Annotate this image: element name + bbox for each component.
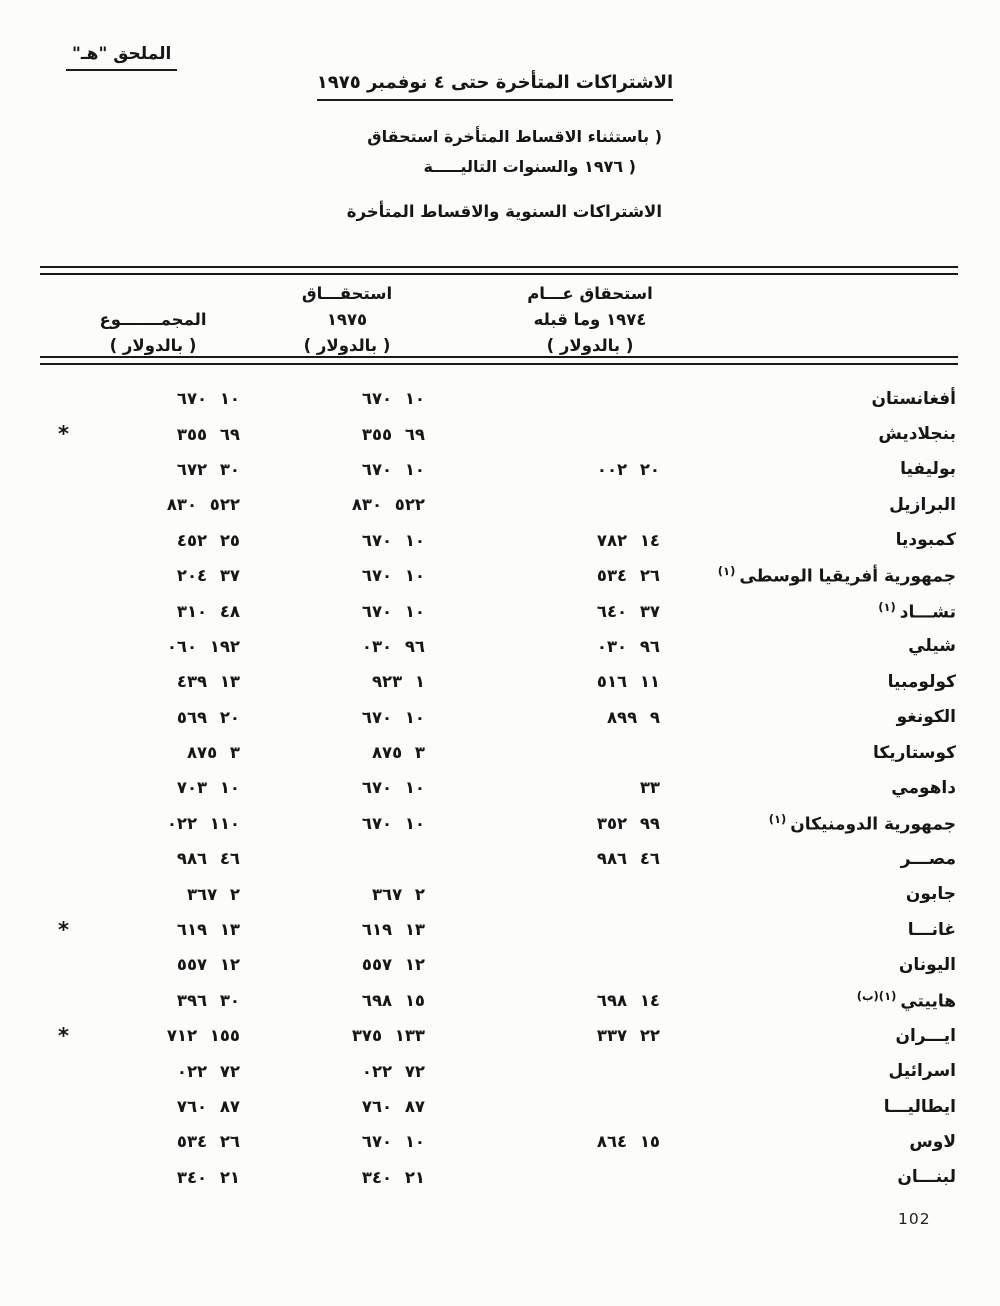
cell-total: ٣٧ ٢٠٤ [176, 566, 240, 586]
country-name: كولومبيا [887, 671, 956, 692]
table-row [40, 1089, 958, 1124]
country-name: كمبوديا [895, 530, 956, 551]
country-footnote-marker: (١) [768, 812, 791, 827]
country-name: جمهورية أفريقيا الوسطى [739, 566, 956, 587]
cell-total: ٢٦ ٥٣٤ [176, 1132, 240, 1152]
cell-due-1975: ٢١ ٣٤٠ [361, 1167, 425, 1187]
country-name: شيلي [908, 636, 956, 657]
cell-due-1975: ١٥ ٦٩٨ [361, 990, 425, 1010]
column-header-line: ( بالدولار ) [109, 336, 197, 355]
cell-total: ٢ ٣٦٧ [186, 884, 240, 904]
table-row [40, 523, 958, 558]
table-row [40, 664, 958, 699]
cell-due-1974: ٢٠ ٠٠٢ [596, 459, 660, 479]
cell-total: ٨٧ ٧٦٠ [176, 1097, 240, 1116]
country-name: البرازيل [889, 494, 956, 515]
cell-total: ٢١ ٣٤٠ [176, 1167, 240, 1187]
cell-country [660, 1132, 958, 1152]
section-heading: الاشتراكات السنوية والاقساط المتأخرة [346, 202, 662, 221]
cell-due-1975: ١٢ ٥٥٧ [361, 955, 425, 975]
page-title-text: الاشتراكات المتأخرة حتى ٤ نوفمبر ١٩٧٥ [317, 72, 673, 101]
country-name: بوليفيا [900, 459, 956, 480]
page-title [315, 72, 675, 101]
cell-due-1975: ٢ ٣٦٧ [371, 884, 425, 904]
cell-country [660, 955, 958, 975]
table-row [40, 806, 958, 841]
cell-country [660, 672, 958, 692]
cell-due-1975: ٣ ٨٧٥ [371, 743, 425, 763]
table-row [40, 629, 958, 664]
country-name: بنجلاديش [878, 424, 956, 445]
country-name: داهومي [891, 777, 956, 798]
column-header-line: ١٩٧٤ وما قبله [533, 310, 647, 329]
column-header-line: ( بالدولار ) [546, 336, 634, 355]
cell-due-1974: ٤٦ ٩٨٦ [596, 849, 660, 869]
cell-due-1974: ١١ ٥١٦ [596, 672, 660, 692]
table-row [40, 381, 958, 416]
cell-due-1974: ٣٣ [639, 778, 660, 798]
table-row [40, 770, 958, 805]
country-name: جابون [905, 884, 956, 905]
cell-due-1975: ٧٢ ٠٢٢ [361, 1061, 425, 1081]
cell-due-1974: ٢٢ ٣٣٧ [596, 1026, 660, 1046]
cell-country [660, 564, 958, 587]
country-name: تشـــاد [899, 602, 956, 623]
cell-total: ٦٩ ٣٥٥ [176, 424, 240, 444]
cell-due-1975: ١٣ ٦١٩ [361, 920, 425, 940]
cell-due-1975: ١٠ ٦٧٠ [361, 601, 425, 621]
cell-total: ٣ ٨٧٥ [186, 743, 240, 763]
table-row [40, 487, 958, 522]
cell-country [660, 636, 958, 656]
cell-country [660, 495, 958, 515]
country-name: غانـــا [907, 919, 956, 940]
appendix-label: الملحق "هـ" [66, 44, 177, 71]
cell-country [660, 849, 958, 869]
cell-due-1974: ٢٦ ٥٣٤ [596, 566, 660, 586]
cell-country [660, 1026, 958, 1046]
cell-total: ٤٨ ٣١٠ [176, 601, 240, 621]
cell-country [660, 459, 958, 479]
cell-country [660, 920, 958, 940]
table-row [40, 912, 958, 947]
cell-country [660, 424, 958, 444]
table-row [40, 700, 958, 735]
cell-due-1974: ١٤ ٦٩٨ [596, 990, 660, 1010]
column-header-line: ( بالدولار ) [303, 336, 391, 355]
cell-country [660, 1097, 958, 1117]
table-top-rule [40, 266, 958, 275]
cell-total: ١٠ ٦٧٠ [176, 389, 240, 409]
country-name: أفغانستان [871, 388, 956, 409]
cell-due-1975: ١٠ ٦٧٠ [361, 566, 425, 586]
country-name: ايـــران [895, 1025, 956, 1046]
cell-total: ٣٠ ٦٧٢ [176, 459, 240, 479]
cell-country [660, 812, 958, 835]
cell-country [660, 389, 958, 409]
cell-country [660, 989, 958, 1012]
cell-due-1974: ٩ ٨٩٩ [606, 707, 660, 727]
country-name: لبنـــان [897, 1167, 956, 1188]
cell-due-1974: ١٤ ٧٨٢ [596, 530, 660, 550]
page-number: 102 [898, 1210, 931, 1228]
table-row [40, 593, 958, 628]
cell-due-1974: ٣٧ ٦٤٠ [596, 601, 660, 621]
country-footnote-marker: (١)(ب) [856, 989, 901, 1003]
country-footnote-marker: (١) [717, 564, 740, 579]
table-row [40, 876, 958, 911]
cell-due-1975: ١ ٩٢٣ [371, 672, 425, 692]
cell-due-1975: ١٠ ٦٧٠ [361, 813, 425, 833]
table-row [40, 947, 958, 982]
table-row [40, 1018, 958, 1053]
cell-total: ١١٠ ٠٢٢ [166, 813, 240, 833]
column-header-line: استحقـــاق [301, 284, 393, 303]
cell-country [660, 1061, 958, 1081]
column-header-due-1974 [470, 281, 710, 359]
country-name: جمهورية الدومنيكان [790, 814, 956, 835]
cell-due-1975: ٥٢٢ ٨٣٠ [351, 495, 425, 515]
table-row [40, 452, 958, 487]
cell-due-1975: ١٠ ٦٧٠ [361, 707, 425, 727]
table-row [40, 1160, 958, 1195]
country-name: كوستاريكا [872, 742, 956, 763]
country-name: لاوس [909, 1131, 956, 1152]
cell-country [660, 884, 958, 904]
table-header-rule [40, 356, 958, 365]
cell-total: ١٠ ٧٠٣ [176, 778, 240, 798]
cell-due-1974: ١٥ ٨٦٤ [596, 1132, 660, 1152]
cell-country [660, 743, 958, 763]
cell-total: ١٢ ٥٥٧ [176, 955, 240, 975]
cell-country [660, 530, 958, 550]
country-name: هاييتي [900, 991, 956, 1012]
cell-due-1975: ١٠ ٦٧٠ [361, 778, 425, 798]
column-header-due-1975 [252, 281, 442, 359]
row-asterisk-marker: * [58, 1023, 69, 1048]
cell-due-1975: ٦٩ ٣٥٥ [361, 424, 425, 444]
table-row [40, 841, 958, 876]
cell-total: ١٩٢ ٠٦٠ [166, 636, 240, 656]
country-name: مصـــر [900, 848, 956, 869]
country-footnote-marker: (١) [878, 599, 900, 614]
column-header-line: استحقاق عـــام [527, 284, 653, 303]
subtitle-line-1: ( باستثناء الاقساط المتأخرة استحقاق [367, 127, 662, 146]
cell-due-1975: ١٠ ٦٧٠ [361, 459, 425, 479]
cell-total: ٥٢٢ ٨٣٠ [166, 495, 240, 515]
cell-country [660, 707, 958, 727]
cell-total: ٤٦ ٩٨٦ [176, 849, 240, 869]
table-row [40, 735, 958, 770]
cell-total: ١٣ ٤٣٩ [176, 672, 240, 692]
table-row [40, 416, 958, 451]
country-name: اليونان [898, 954, 956, 975]
cell-due-1975: ٨٧ ٧٦٠ [361, 1097, 425, 1116]
table-body [40, 381, 958, 1195]
row-asterisk-marker: * [58, 422, 69, 447]
cell-country [660, 1167, 958, 1187]
row-asterisk-marker: * [58, 917, 69, 942]
table-row [40, 983, 958, 1018]
cell-due-1975: ٩٦ ٠٣٠ [361, 636, 425, 656]
cell-due-1975: ١٠ ٦٧٠ [361, 530, 425, 550]
subtitle-line-2: ١٩٧٦ والسنوات التاليـــــة ) [423, 157, 636, 177]
cell-total: ٣٠ ٣٩٦ [176, 990, 240, 1010]
cell-total: ١٣ ٦١٩ [176, 920, 240, 940]
country-name: ايطاليـــا [883, 1096, 956, 1117]
table-row [40, 1053, 958, 1088]
cell-total: ١٥٥ ٧١٢ [166, 1026, 240, 1046]
cell-due-1975: ١٣٣ ٣٧٥ [351, 1026, 425, 1046]
cell-total: ٧٢ ٠٢٢ [176, 1061, 240, 1081]
column-header-line: المجمـــــــوع [99, 310, 207, 329]
cell-due-1974: ٩٩ ٣٥٢ [596, 813, 660, 833]
table-row [40, 558, 958, 593]
column-header-total [58, 307, 248, 359]
country-name: الكونغو [896, 707, 956, 728]
cell-due-1974: ٩٦ ٠٣٠ [596, 636, 660, 656]
subtitle [330, 122, 662, 183]
column-header-line: ١٩٧٥ [326, 310, 368, 329]
cell-country [660, 600, 958, 623]
cell-total: ٢٥ ٤٥٢ [176, 530, 240, 550]
table-row [40, 1124, 958, 1159]
cell-due-1975: ١٠ ٦٧٠ [361, 389, 425, 409]
cell-country [660, 778, 958, 798]
cell-total: ٢٠ ٥٦٩ [176, 707, 240, 727]
country-name: اسرائيل [888, 1061, 956, 1082]
cell-due-1975: ١٠ ٦٧٠ [361, 1132, 425, 1152]
